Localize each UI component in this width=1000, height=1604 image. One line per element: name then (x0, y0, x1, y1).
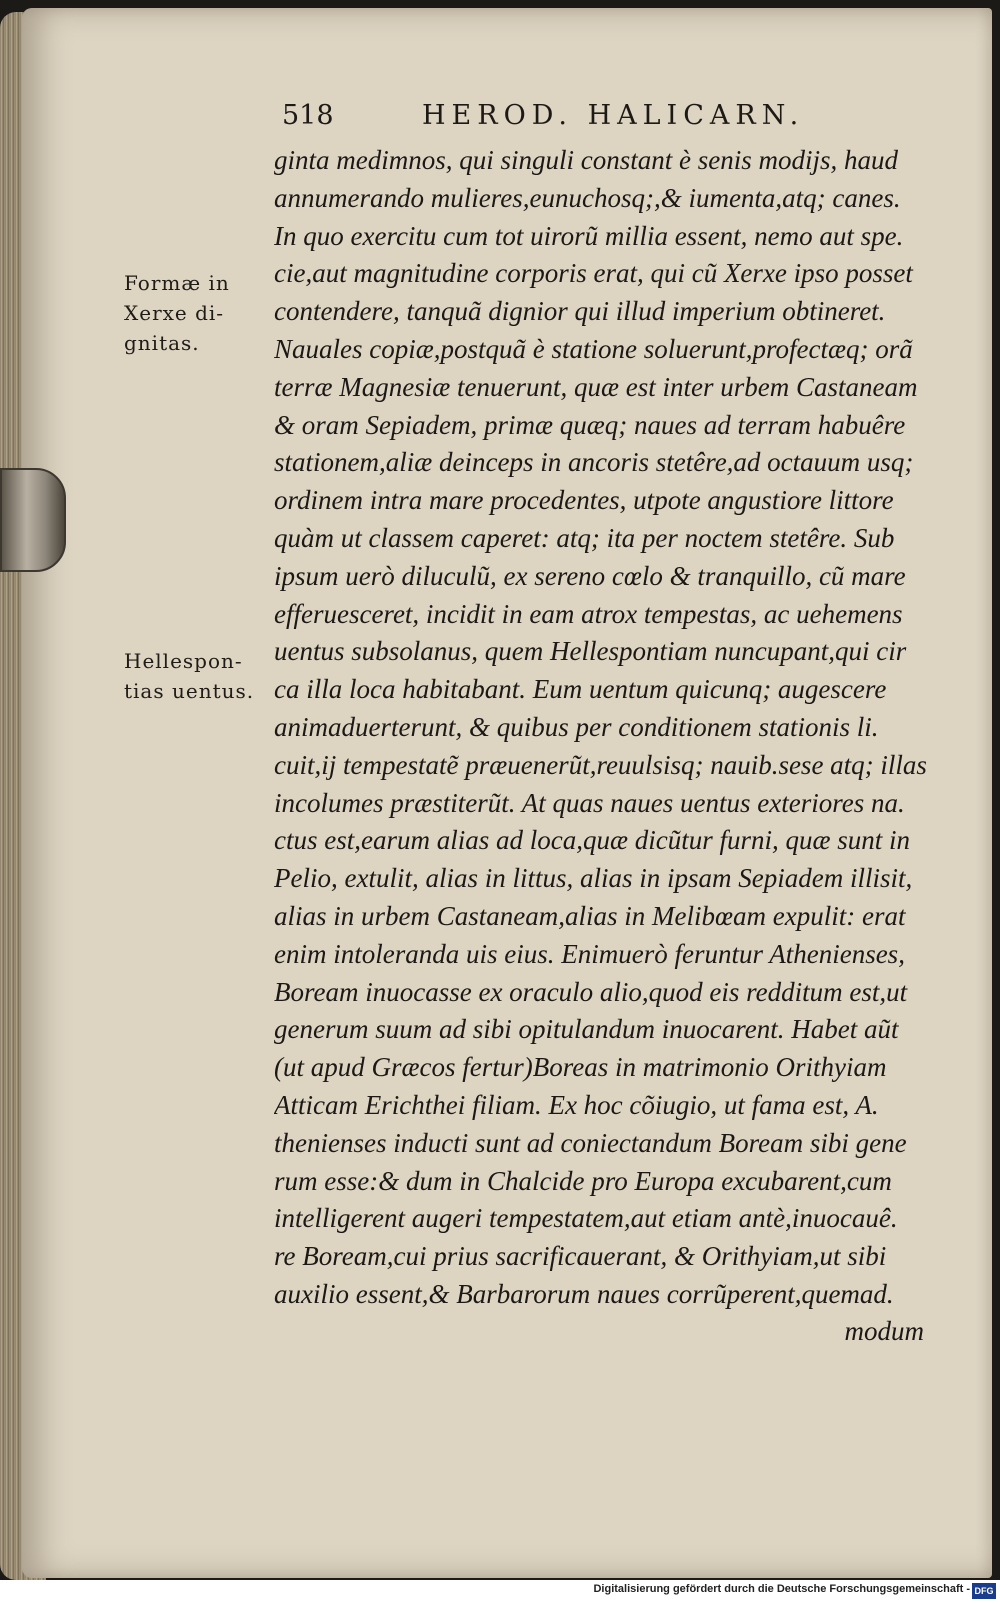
text-line: auxilio essent,& Barbarorum naues corrũperent,quemad. (274, 1278, 894, 1309)
footer-credit: Digitalisierung gefördert durch die Deutsche Forschungsgemeinschaft - (593, 1583, 970, 1595)
dfg-logo-icon: DFG (972, 1583, 996, 1599)
text-line: ca illa loca habitabant. Eum uentum quicunq; augescere (274, 674, 887, 705)
text-line: animaduerterunt, & quibus per conditionem stationis li. (274, 711, 879, 742)
text-line: stationem,aliæ deinceps in ancoris stetêre,ad octauum usq; (274, 447, 914, 478)
body-text (274, 142, 934, 1314)
text-line: alias in urbem Castaneam,alias in Melibœam expulit: erat (274, 900, 906, 931)
text-line: In quo exercitu cum tot uirorũ millia essent, nemo aut spe. (274, 220, 904, 251)
text-line: cie,aut magnitudine corporis erat, qui cũ Xerxe ipso posset (274, 258, 913, 289)
text-line: Boream inuocasse ex oraculo alio,quod eis redditum est,ut (274, 976, 908, 1007)
text-line: terræ Magnesiæ tenuerunt, quæ est inter urbem Castaneam (274, 371, 918, 402)
margin-note-hellespontias: Hellespon-tias uentus. (124, 649, 255, 703)
text-line: incolumes præstiterũt. At quas naues uentus exteriores na. (274, 787, 905, 818)
text-line: ctus est,earum alias ad loca,quæ dicũtur furni, quæ sunt in (274, 825, 911, 856)
text-line: uentus subsolanus, quem Hellespontiam nuncupant,qui cir (274, 636, 907, 667)
page-number: 518 (282, 100, 334, 131)
book-clasp (0, 468, 66, 572)
text-line: Pelio, extulit, alias in littus, alias in ipsam Sepiadem illisit, (274, 863, 913, 894)
text-line: ipsum uerò diluculũ, ex sereno cœlo & tranquillo, cũ mare (274, 560, 906, 591)
text-line: Atticam Erichthei filiam. Ex hoc cõiugio, ut fama est, A. (274, 1089, 879, 1120)
text-line: re Boream,cui prius sacrificauerant, & Orithyiam,ut sibi (274, 1241, 887, 1272)
text-line: contendere, tanquã dignior qui illud imperium obtineret. (274, 296, 886, 327)
text-line: (ut apud Græcos fertur)Boreas in matrimonio Orithyiam (274, 1052, 887, 1083)
text-line: generum suum ad sibi opitulandum inuocarent. Habet aũt (274, 1014, 899, 1045)
text-line: ordinem intra mare procedentes, utpote angustiore littore (274, 485, 894, 516)
running-title: HEROD. HALICARN. (422, 100, 805, 131)
catchword: modum (844, 1316, 924, 1346)
footer-bar (0, 1580, 1000, 1604)
text-line: quàm ut classem caperet: atq; ita per noctem stetêre. Sub (274, 522, 895, 553)
running-head (282, 100, 922, 140)
text-line: rum esse:& dum in Chalcide pro Europa excubarent,cum (274, 1165, 892, 1196)
text-line: Nauales copiæ,postquã è statione soluerunt,profectæq; orã (274, 333, 913, 364)
margin-note-formae: Formæ in Xerxe di-gnitas. (124, 271, 230, 355)
text-line: cuit,ij tempestatẽ præuenerũt,reuulsisq; nauib.sese atq; illas (274, 749, 927, 780)
text-line: & oram Sepiadem, primæ quæq; naues ad terram habuêre (274, 409, 906, 440)
text-line: ginta medimnos, qui singuli constant è senis modijs, haud (274, 145, 898, 175)
text-line: annumerando mulieres,eunuchosq;,& iumenta,atq; canes. (274, 182, 901, 213)
text-line: efferuesceret, incidit in eam atrox tempestas, ac uehemens (274, 598, 903, 629)
text-line: intelligerent augeri tempestatem,aut etiam antè,inuocauê. (274, 1203, 898, 1234)
text-line: enim intoleranda uis eius. Enimuerò feruntur Athenienses, (274, 938, 905, 969)
text-line: thenienses inducti sunt ad coniectandum Boream sibi gene (274, 1127, 907, 1158)
